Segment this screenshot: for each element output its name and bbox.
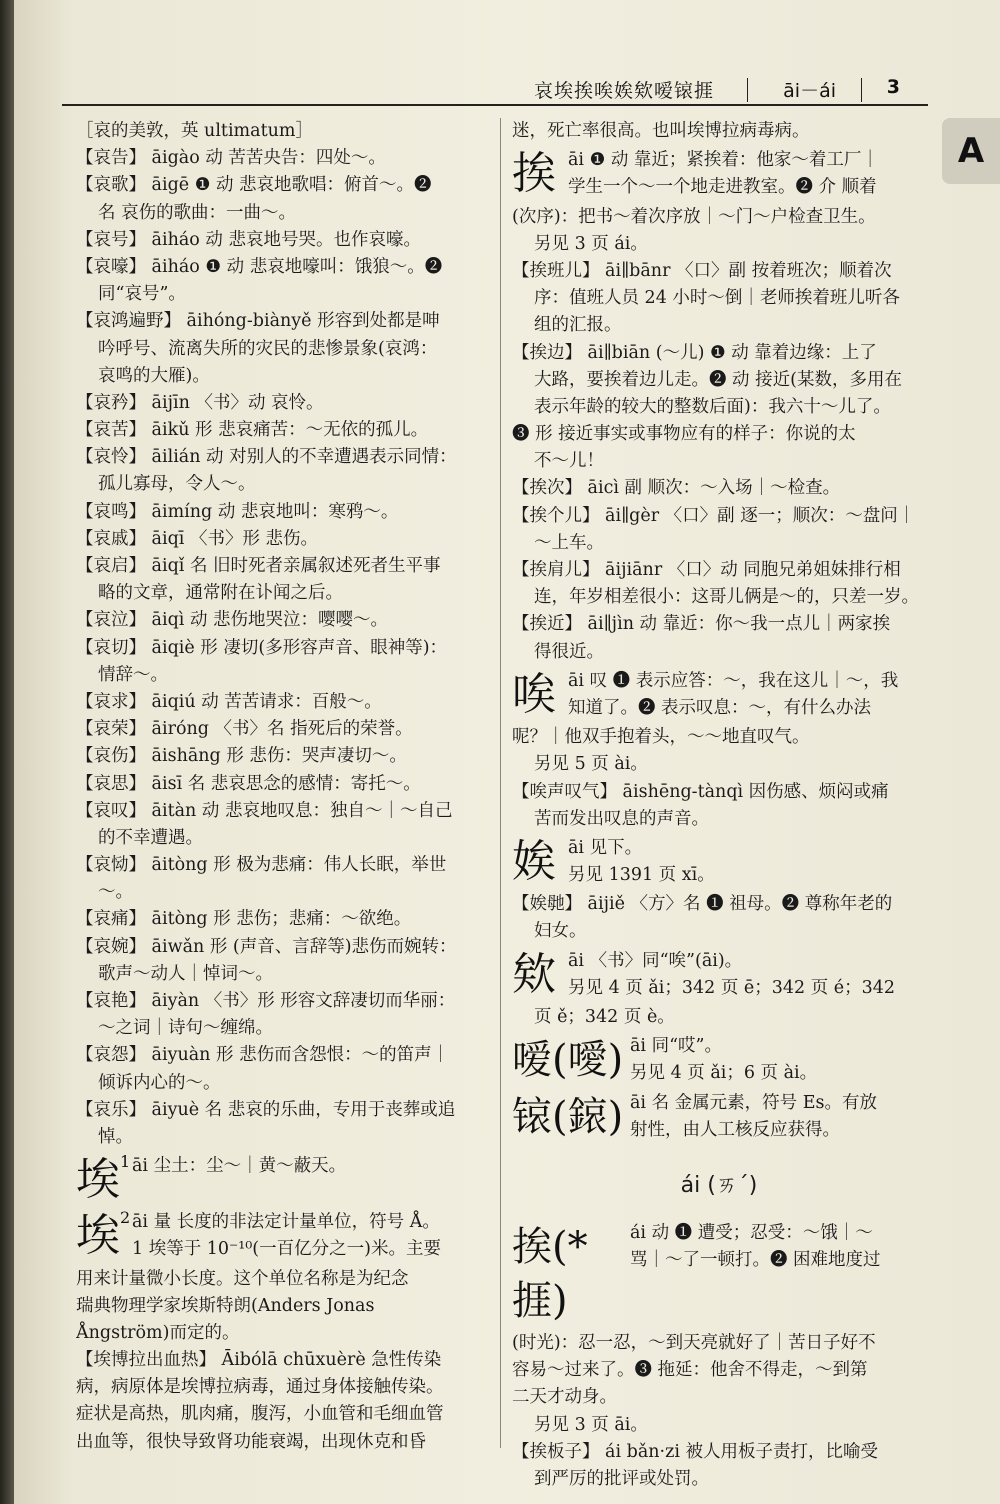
headword-definition (630, 1090, 926, 1144)
header-separator (747, 78, 748, 102)
headword-definition (568, 668, 926, 722)
headword-char: 埃$^2$ (76, 1208, 131, 1262)
headword-char: 嗳(噯) (512, 1037, 624, 1084)
cross-reference: 另见 4 页 ǎi；342 页 ē；342 页 é；342 (568, 977, 896, 998)
left-column (76, 118, 490, 1456)
right-column (512, 118, 926, 1493)
entry-line: 病，病原体是埃博拉病毒，通过身体接触传染。 (76, 1377, 444, 1398)
entry-line: 哀鸣的大雁)。 (98, 365, 210, 386)
entry-line: 孤儿寡母，令人～。 (98, 474, 256, 495)
entry-line: 【哀乐】 āiyuè 名 悲哀的乐曲，专用于丧葬或追 (76, 1099, 456, 1120)
headword-char: 欸 (512, 948, 556, 1000)
header-separator (861, 78, 862, 102)
entry-line: 【哀歌】 āigē ❶ 动 悲哀地歌唱：俯首～。❷ (76, 175, 432, 196)
entry-line: 到严厉的批评或处罚。 (534, 1468, 709, 1489)
headword-block-ai-sigh (512, 668, 926, 722)
entry-line: 不～儿！ (534, 451, 604, 472)
entry-line: 序：值班人员 24 小时～倒｜老师挨着班儿听各 (534, 288, 900, 309)
definition-line: āi 见下。 (568, 837, 643, 858)
entry-line: 【哀矜】 āijīn 〈书〉动 哀怜。 (76, 392, 324, 413)
entry-line: ～上车。 (534, 532, 604, 553)
headword-block-ai2 (76, 1209, 490, 1263)
cross-reference: 另见 3 页 ái。 (534, 233, 648, 254)
headword-block-ai-lean (512, 147, 926, 201)
headword-block-ai-endure (512, 1220, 926, 1328)
entry-line: 【哀苦】 āikǔ 形 悲哀痛苦：～无依的孤儿。 (76, 420, 429, 441)
entry-line: 得很近。 (534, 641, 604, 662)
definition-line: 瑞典物理学家埃斯特朗(Anders Jonas (76, 1295, 375, 1316)
headword-definition (568, 948, 926, 1002)
page-number: 3 (886, 76, 900, 98)
entry-line: 【哀告】 āigào 动 苦苦央告：四处～。 (76, 148, 386, 169)
definition-line: 1 埃等于 10⁻¹⁰(一百亿分之一)米。主要 (132, 1239, 441, 1260)
headword-char: 锿(鎄) (512, 1093, 624, 1140)
entry-line: 【哀婉】 āiwǎn 形 (声音、言辞等)悲伤而婉转： (76, 936, 457, 957)
headword-block-ai-ai (512, 1033, 926, 1087)
headword-definition (132, 1209, 490, 1263)
headword-char: 唉 (512, 668, 556, 720)
definition-line: āi 同“哎”。 (630, 1036, 722, 1057)
headword-definition (630, 1220, 926, 1274)
entry-line: 【挨班儿】 āi∥bānr 〈口〉副 按着班次；顺着次 (512, 260, 892, 281)
entries-group (512, 1439, 926, 1493)
entries-group (512, 258, 926, 666)
entry-line: 【挨板子】 ái bǎn·zi 被人用板子责打，比喻受 (512, 1441, 879, 1462)
entry-line: 【哀恸】 āitòng 形 极为悲痛：伟人长眠，举世 (76, 855, 447, 876)
cross-reference: 另见 3 页 āi。 (534, 1414, 648, 1435)
entry-line: 【挨肩儿】 āijiānr 〈口〉动 同胞兄弟姐妹排行相 (512, 560, 901, 580)
section-heading: ái (ㄞˊ) (680, 1172, 758, 1198)
entry-line: 【唉声叹气】 āishēng-tànqì 因伤感、烦闷或痛 (512, 781, 889, 802)
left-entries (76, 118, 490, 1151)
cross-reference: 另见 4 页 ǎi；6 页 ài。 (630, 1063, 818, 1084)
page-header (62, 70, 928, 106)
entry-line: 吟呼号、流离失所的灾民的悲惨景象(哀鸿： (98, 338, 438, 359)
definition-line: 学生一个～一个地走进教室。❷ 介 顺着 (568, 177, 877, 198)
entry-line: 大路，要挨着边儿走。❷ 动 接近(某数，多用在 (534, 369, 902, 390)
definition-line: 知道了。❷ 表示叹息：～，有什么办法 (568, 697, 872, 718)
entry-line: 【挨次】 āicì 副 顺次：～入场｜～检查。 (512, 478, 841, 499)
headword-char: 埃$^1$ (76, 1152, 131, 1206)
definition-line: āi 〈书〉同“唉”(āi)。 (568, 950, 743, 971)
entry-line: 【哀鸣】 āimíng 动 悲哀地叫：寒鸦～。 (76, 501, 399, 522)
entry-line: 【哀怜】 āilián 动 对别人的不幸遭遇表示同情： (76, 447, 457, 468)
entries-group (512, 779, 926, 833)
entry-line: ❸ 形 接近事实或事物应有的样子：你说的太 (512, 424, 856, 445)
definition-line: 射性，由人工核反应获得。 (630, 1119, 840, 1140)
entry-line: 出血等，很快导致肾功能衰竭，出现休克和昏 (76, 1431, 426, 1452)
cross-reference: 另见 1391 页 xī。 (568, 865, 715, 886)
definition-line: āi ❶ 动 靠近；紧挨着：他家～着工厂｜ (568, 150, 879, 171)
entry-line: 妇女。 (534, 921, 587, 942)
headword-block-ai1 (76, 1153, 490, 1207)
entry-line: 同“哀号”。 (98, 284, 186, 305)
definition-line: āi 尘土：尘～｜黄～蔽天。 (132, 1156, 347, 1177)
entry-line: 苦而发出叹息的声音。 (534, 808, 709, 829)
headword-char: 娭 (512, 835, 556, 887)
entry-line: 【挨个儿】 āi∥gèr 〈口〉副 逐一；顺次：～盘问｜ (512, 505, 916, 526)
entry-line: 症状是高热，肌肉痛，腹泻，小血管和毛细血管 (76, 1404, 444, 1425)
entry-line: ［哀的美敦，英 ultimatum］ (76, 121, 313, 141)
cross-reference: 另见 5 页 ài。 (534, 754, 648, 775)
column-divider (500, 118, 501, 1448)
entry-line: 【哀嚎】 āiháo ❶ 动 悲哀地嚎叫：饿狼～。❷ (76, 256, 443, 277)
entry-line: 【哀荣】 āiróng 〈书〉名 指死后的荣誉。 (76, 719, 413, 740)
entry-line: ～之词｜诗句～缠绵。 (98, 1018, 273, 1039)
entry-line: 【哀戚】 āiqī 〈书〉形 悲伤。 (76, 528, 319, 549)
headword-definition (568, 835, 926, 889)
definition-line: āi 叹 ❶ 表示应答：～，我在这儿｜～，我 (568, 670, 899, 691)
definition-line: (次序)：把书～着次序放｜～门～户检查卫生。 (512, 206, 876, 227)
entry-line: 【埃博拉出血热】 Āibólā chūxuèrè 急性传染 (76, 1350, 442, 1371)
headword-block-ai-es (512, 1090, 926, 1144)
definition-line: 容易～过来了。❸ 拖延：他舍不得走，～到第 (512, 1360, 868, 1381)
entry-line: 【哀启】 āiqǐ 名 旧时死者亲属叙述死者生平事 (76, 556, 441, 576)
entry-line: 略的文章，通常附在讣闻之后。 (98, 583, 343, 604)
entry-line: 【哀切】 āiqiè 形 凄切(多形容声音、眼神等)： (76, 637, 448, 658)
entry-line: ～。 (98, 882, 133, 903)
entry-line: 连，年岁相差很小：这哥儿俩是～的，只差一岁。 (534, 587, 919, 608)
entry-line: 【哀伤】 āishāng 形 悲伤：哭声凄切～。 (76, 746, 407, 767)
entry-line: 【挨近】 āi∥jìn 动 靠近：你～我一点儿｜两家挨 (512, 614, 891, 635)
entry-line: 【哀泣】 āiqì 动 悲伤地哭泣：嘤嘤～。 (76, 610, 389, 631)
entry-line: 【哀叹】 āitàn 动 悲哀地叹息：独自～｜～自己 (76, 800, 453, 821)
book-spine (0, 0, 14, 1504)
entry-line: 【哀号】 āiháo 动 悲哀地号哭。也作哀嚎。 (76, 229, 421, 250)
headword-definition (630, 1033, 926, 1087)
definition-line: ái 动 ❶ 遭受；忍受：～饿｜～ (630, 1222, 873, 1243)
entries-group (512, 891, 926, 945)
entry-line: 组的汇报。 (534, 315, 622, 336)
entry-line: 【哀鸿遍野】 āihóng-biànyě 形容到处都是呻 (76, 311, 440, 332)
entry-line: 悼。 (98, 1126, 133, 1147)
entry-line: 歌声～动人｜悼词～。 (98, 963, 273, 984)
entry-line: 【挨边】 āi∥biān (～儿) ❶ 动 靠着边缘：上了 (512, 342, 877, 363)
definition-line: 骂｜～了一顿打。❷ 困难地度过 (630, 1250, 881, 1271)
definition-line: āi 量 长度的非法定计量单位，符号 Å。 (132, 1212, 440, 1233)
headword-block-ai-ei (512, 948, 926, 1002)
headword-block-ai-e (512, 835, 926, 889)
entry-line: 情辞～。 (98, 664, 168, 685)
entry-line: 【娭毑】 āijiě 〈方〉名 ❶ 祖母。❷ 尊称年老的 (512, 894, 893, 915)
headword-definition (132, 1153, 490, 1180)
definition-line: Ångström)而定的。 (76, 1322, 240, 1343)
definition-line: 用来计量微小长度。这个单位名称是为纪念 (76, 1268, 409, 1289)
entry-line: 【哀求】 āiqiú 动 苦苦请求：百般～。 (76, 691, 382, 712)
entry-line: 迷，死亡率很高。也叫埃博拉病毒病。 (512, 121, 810, 141)
definition-line: āi 名 金属元素，符号 Es。有放 (630, 1092, 877, 1113)
definition-line: 二天才动身。 (512, 1387, 617, 1408)
entry-line: 的不幸遭遇。 (98, 827, 203, 848)
definition-line: 呢？｜他双手抱着头，～～地直叹气。 (512, 727, 810, 748)
headword-char: 挨 (512, 148, 556, 200)
headword-definition (568, 147, 926, 201)
entry-line: 【哀痛】 āitòng 形 悲伤；悲痛：～欲绝。 (76, 909, 412, 930)
entry-line: 【哀艳】 āiyàn 〈书〉形 形容文辞凄切而华丽： (76, 991, 456, 1011)
thumb-index-tab[interactable]: A (942, 118, 1000, 184)
entry-line: 【哀思】 āisī 名 悲哀思念的感情：寄托～。 (76, 773, 421, 794)
headword-char: 挨(*捱) (512, 1223, 588, 1324)
entry-line: 【哀怨】 āiyuàn 形 悲伤而含怨恨：～的笛声｜ (76, 1045, 450, 1066)
header-pinyin-range: āi－ái (783, 80, 836, 102)
header-characters: 哀埃挨唉娭欸嗳锿捱 (533, 80, 714, 102)
entry-line: 倾诉内心的～。 (98, 1072, 221, 1093)
definition-line: (时光)：忍一忍，～到天亮就好了｜苦日子好不 (512, 1332, 876, 1353)
entry-line: 名 哀伤的歌曲：一曲～。 (98, 202, 297, 223)
cross-reference: 页 ě；342 页 è。 (534, 1007, 675, 1027)
entry-line: 表示年龄的较大的整数后面)：我六十～儿了。 (534, 396, 891, 417)
